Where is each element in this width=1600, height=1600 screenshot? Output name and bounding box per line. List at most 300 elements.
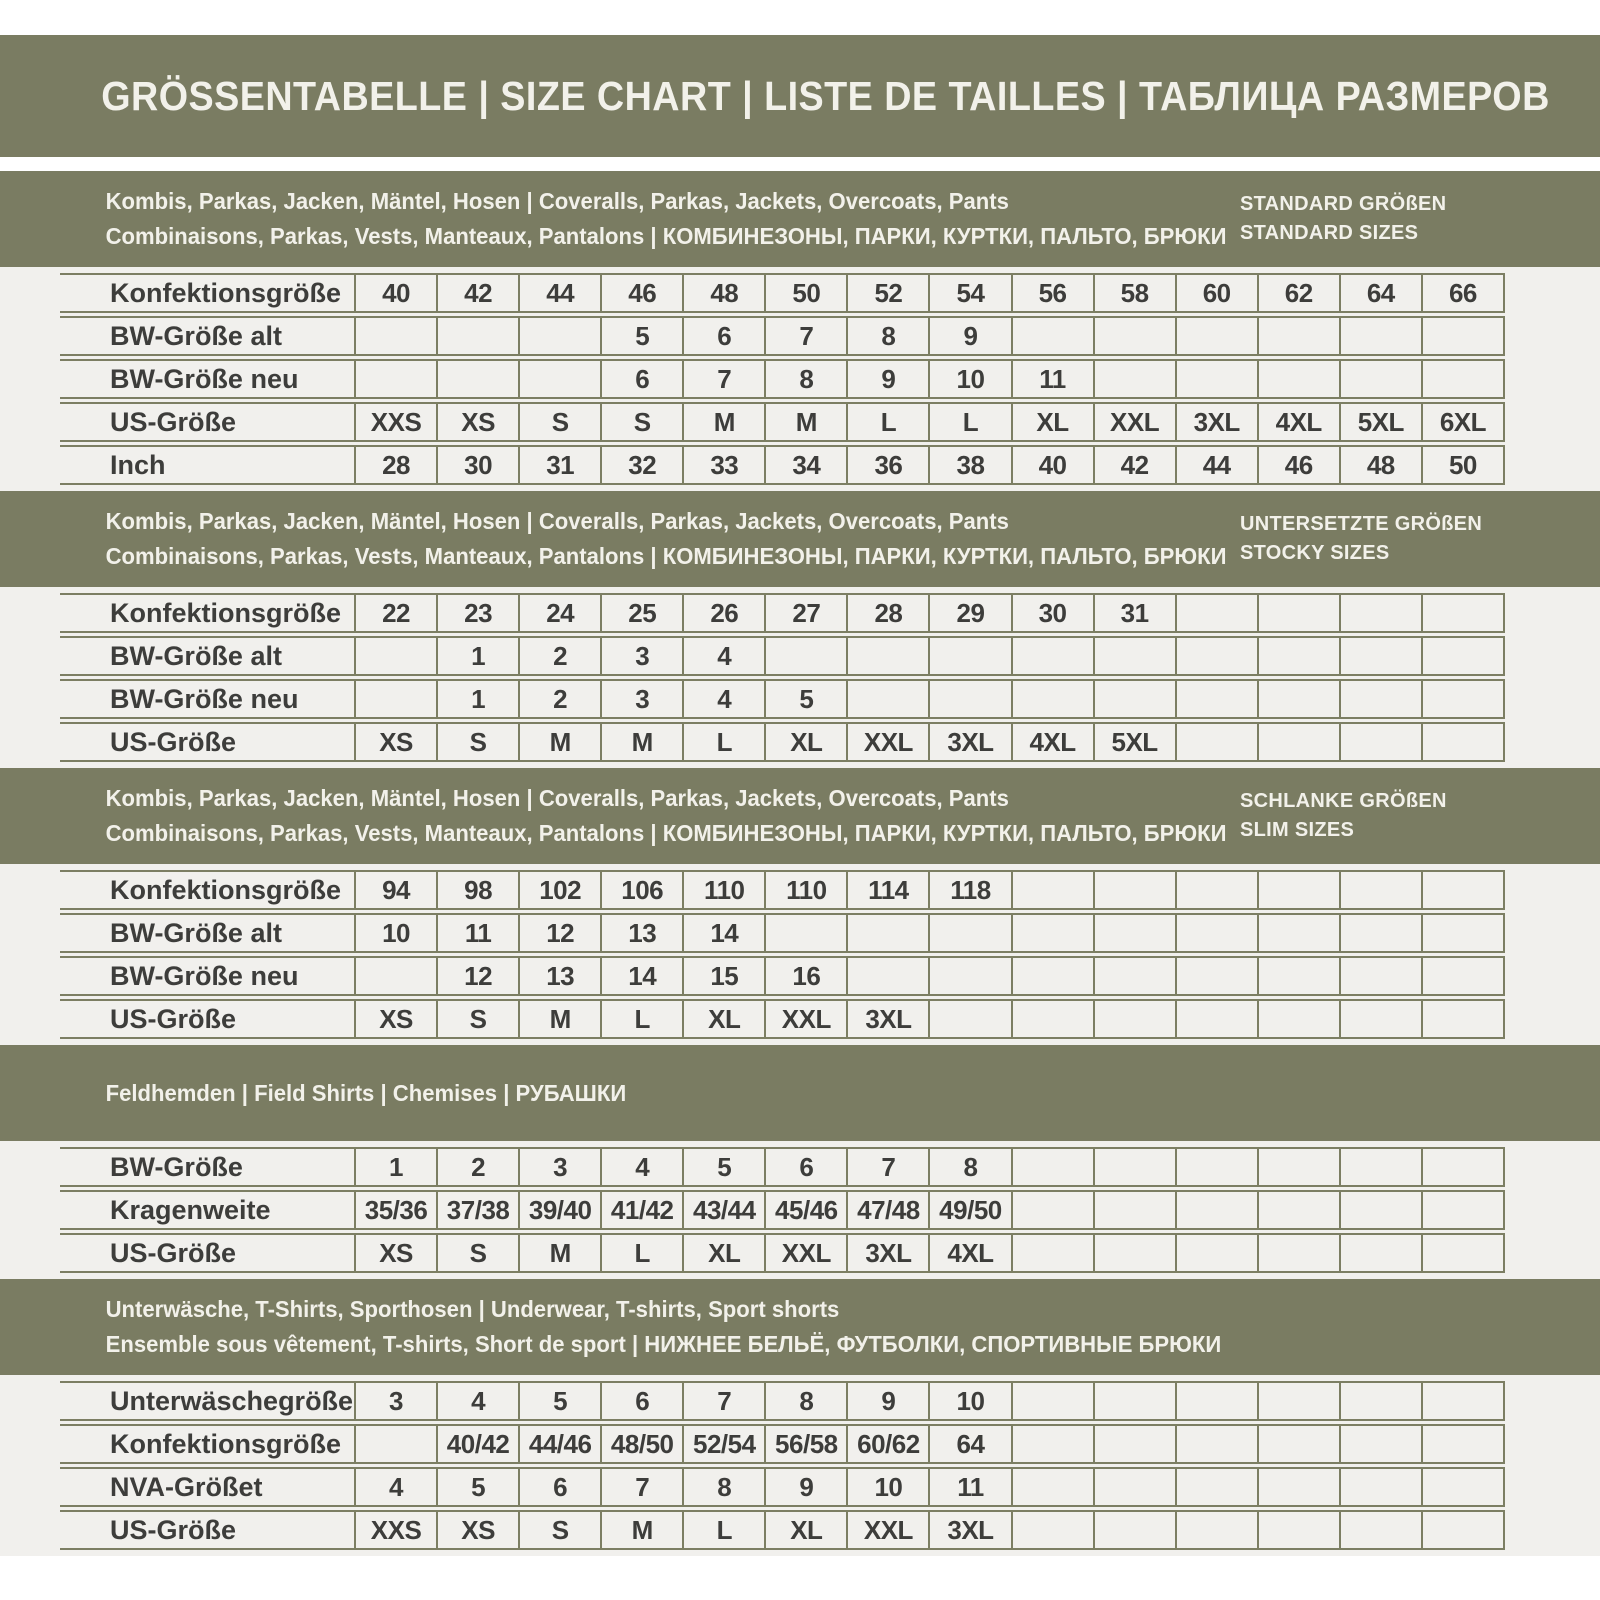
size-cell [1423, 1467, 1505, 1507]
size-cell [1423, 913, 1505, 953]
table-row [60, 1233, 1505, 1273]
section-header-band [0, 171, 1600, 267]
size-cell [1341, 1147, 1423, 1187]
size-cell [1259, 1510, 1341, 1550]
size-cell [1013, 999, 1095, 1039]
size-cell [1341, 679, 1423, 719]
size-cell: 42 [438, 273, 520, 313]
table-row [60, 1381, 1505, 1421]
size-cell: 4 [684, 679, 766, 719]
size-cell [1177, 593, 1259, 633]
size-cell [1177, 1467, 1259, 1507]
size-cell: 10 [930, 1381, 1012, 1421]
size-cell: 52/54 [684, 1424, 766, 1464]
size-cell: XS [438, 402, 520, 442]
size-cell: 4 [602, 1147, 684, 1187]
table-row [60, 999, 1505, 1039]
size-cell [1013, 1381, 1095, 1421]
size-cell: 30 [1013, 593, 1095, 633]
size-cell [1177, 1381, 1259, 1421]
row-label: Konfektionsgröße [60, 593, 356, 633]
size-cell [1259, 1233, 1341, 1273]
size-cell: 38 [930, 445, 1012, 485]
size-cell: 4 [684, 636, 766, 676]
table-row [60, 1424, 1505, 1464]
row-label: Konfektionsgröße [60, 870, 356, 910]
size-cell [1177, 636, 1259, 676]
table-row [60, 359, 1505, 399]
size-cell: S [520, 1510, 602, 1550]
section-header-right [1240, 190, 1446, 248]
size-cell: XXL [766, 1233, 848, 1273]
size-cell: 4 [356, 1467, 438, 1507]
size-cell: XS [356, 1233, 438, 1273]
row-label: BW-Größe neu [60, 956, 356, 996]
size-cell [1013, 1147, 1095, 1187]
size-cell: 47/48 [848, 1190, 930, 1230]
size-cell [1013, 1233, 1095, 1273]
section-header-line: Ensemble sous vêtement, T-shirts, Short de sport | НИЖНЕЕ БЕЛЬЁ, ФУТБОЛКИ, СПОРТИВНЫЕ БРЮКИ [105, 1331, 1222, 1357]
size-cell: 40/42 [438, 1424, 520, 1464]
size-cell [1259, 870, 1341, 910]
size-cell: 29 [930, 593, 1012, 633]
size-cell: L [930, 402, 1012, 442]
row-label: BW-Größe alt [60, 913, 356, 953]
size-cell: 24 [520, 593, 602, 633]
size-cell: XL [1013, 402, 1095, 442]
size-cell: 3XL [930, 722, 1012, 762]
row-label: BW-Größe alt [60, 636, 356, 676]
size-cell [1423, 956, 1505, 996]
section-header-right [1240, 787, 1447, 845]
size-cell [1423, 359, 1505, 399]
size-cell [1177, 359, 1259, 399]
size-cell [1013, 870, 1095, 910]
size-cell: 46 [1259, 445, 1341, 485]
size-cell: 54 [930, 273, 1012, 313]
size-cell [520, 359, 602, 399]
size-cell: 44 [520, 273, 602, 313]
size-cell: 11 [930, 1467, 1012, 1507]
table-row [60, 1510, 1505, 1550]
size-cell: 2 [438, 1147, 520, 1187]
size-cell [1259, 1381, 1341, 1421]
size-cell: 49/50 [930, 1190, 1012, 1230]
row-label: BW-Größe alt [60, 316, 356, 356]
size-cell: 4XL [1259, 402, 1341, 442]
size-cell: M [602, 1510, 684, 1550]
size-cell [1095, 316, 1177, 356]
row-label: BW-Größe neu [60, 679, 356, 719]
size-cell: 16 [766, 956, 848, 996]
size-cell [1341, 1381, 1423, 1421]
size-cell [1013, 1467, 1095, 1507]
section-header-line: Kombis, Parkas, Jacken, Mäntel, Hosen | Coveralls, Parkas, Jackets, Overcoats, Pants [105, 508, 1009, 534]
size-cell: 10 [930, 359, 1012, 399]
size-cell: 50 [766, 273, 848, 313]
section-header-left [0, 1292, 1600, 1362]
size-cell [930, 636, 1012, 676]
size-cell: 6 [602, 359, 684, 399]
size-cell: L [684, 1510, 766, 1550]
size-cell: 4 [438, 1381, 520, 1421]
size-cell [1423, 1233, 1505, 1273]
size-cell: 8 [684, 1467, 766, 1507]
size-cell: 5 [766, 679, 848, 719]
size-cell [1341, 999, 1423, 1039]
table-row [60, 273, 1505, 313]
size-table-wrap [0, 864, 1600, 1045]
page-title: GRÖSSENTABELLE | SIZE CHART | LISTE DE TAILLES | ТАБЛИЦА РАЗМЕРОВ [101, 72, 1550, 119]
section-header-line: Unterwäsche, T-Shirts, Sporthosen | Underwear, T-shirts, Sport shorts [105, 1296, 840, 1322]
size-cell [356, 679, 438, 719]
table-row [60, 870, 1505, 910]
size-cell: M [684, 402, 766, 442]
section-header-band [0, 768, 1600, 864]
size-cell: 45/46 [766, 1190, 848, 1230]
table-row [60, 316, 1505, 356]
size-cell: 27 [766, 593, 848, 633]
size-cell: XL [766, 722, 848, 762]
size-cell: 6 [520, 1467, 602, 1507]
size-cell: 14 [684, 913, 766, 953]
row-label: BW-Größe [60, 1147, 356, 1187]
size-cell: 5 [520, 1381, 602, 1421]
size-cell [1423, 636, 1505, 676]
size-cell [1095, 636, 1177, 676]
size-cell [1095, 956, 1177, 996]
size-table-wrap [0, 267, 1600, 491]
size-cell: 33 [684, 445, 766, 485]
size-cell: 8 [766, 1381, 848, 1421]
size-cell [1259, 679, 1341, 719]
size-cell: 28 [356, 445, 438, 485]
size-cell: 6 [602, 1381, 684, 1421]
size-cell: 110 [766, 870, 848, 910]
size-cell: 98 [438, 870, 520, 910]
size-cell [1177, 679, 1259, 719]
section-header-right-line: STANDARD GRÖßEN [1240, 193, 1447, 215]
size-cell [1259, 1190, 1341, 1230]
size-cell [356, 316, 438, 356]
size-cell [930, 913, 1012, 953]
size-table [60, 270, 1505, 488]
size-cell: 3 [520, 1147, 602, 1187]
size-cell: M [602, 722, 684, 762]
section-header-line: Feldhemden | Field Shirts | Chemises | РУБАШКИ [105, 1079, 627, 1106]
size-cell: 8 [848, 316, 930, 356]
size-table-wrap [0, 1375, 1600, 1556]
size-cell [1259, 999, 1341, 1039]
row-label: Kragenweite [60, 1190, 356, 1230]
sections-container [0, 171, 1600, 1556]
size-cell: 2 [520, 679, 602, 719]
size-table [60, 590, 1505, 765]
size-cell: 4XL [930, 1233, 1012, 1273]
size-cell: S [602, 402, 684, 442]
section-header-right-line: SCHLANKE GRÖßEN [1240, 790, 1447, 812]
size-cell: 36 [848, 445, 930, 485]
section-header-left [0, 1076, 652, 1111]
size-cell: 7 [848, 1147, 930, 1187]
size-cell: 40 [356, 273, 438, 313]
size-cell: 102 [520, 870, 602, 910]
size-cell [1177, 722, 1259, 762]
size-table-wrap [0, 1141, 1600, 1279]
size-cell: 30 [438, 445, 520, 485]
size-cell [438, 359, 520, 399]
size-cell: XXS [356, 1510, 438, 1550]
size-cell: XL [766, 1510, 848, 1550]
row-label: US-Größe [60, 999, 356, 1039]
size-cell: 37/38 [438, 1190, 520, 1230]
size-cell [1341, 722, 1423, 762]
row-label: US-Größe [60, 722, 356, 762]
size-cell: 3 [602, 679, 684, 719]
size-table-wrap [0, 587, 1600, 768]
size-cell [1341, 1510, 1423, 1550]
size-cell [520, 316, 602, 356]
size-cell: 1 [438, 679, 520, 719]
size-cell [766, 913, 848, 953]
size-cell [1095, 359, 1177, 399]
size-cell: 5 [438, 1467, 520, 1507]
size-cell [1095, 1381, 1177, 1421]
row-label: US-Größe [60, 402, 356, 442]
size-cell [1423, 1510, 1505, 1550]
size-cell: 3 [602, 636, 684, 676]
table-row [60, 679, 1505, 719]
size-cell [1423, 679, 1505, 719]
size-cell: 118 [930, 870, 1012, 910]
size-cell [1177, 1190, 1259, 1230]
size-cell: 28 [848, 593, 930, 633]
size-cell: XS [438, 1510, 520, 1550]
section-header-line: Combinaisons, Parkas, Vests, Manteaux, Pantalons | КОМБИНЕЗОНЫ, ПАРКИ, КУРТКИ, ПАЛЬТО, БРЮКИ [105, 820, 1227, 846]
size-cell [848, 913, 930, 953]
size-cell: XL [684, 999, 766, 1039]
size-cell: 23 [438, 593, 520, 633]
size-cell [1095, 1467, 1177, 1507]
size-cell [1095, 1233, 1177, 1273]
size-cell: XS [356, 999, 438, 1039]
size-cell: 48 [1341, 445, 1423, 485]
section-header-line: Kombis, Parkas, Jacken, Mäntel, Hosen | Coveralls, Parkas, Jackets, Overcoats, Pants [105, 785, 1009, 811]
size-cell: 31 [1095, 593, 1177, 633]
size-cell [930, 999, 1012, 1039]
size-cell: 8 [930, 1147, 1012, 1187]
size-cell: 9 [766, 1467, 848, 1507]
size-cell: XXL [848, 722, 930, 762]
size-cell [438, 316, 520, 356]
size-cell [1095, 999, 1177, 1039]
size-cell: 48 [684, 273, 766, 313]
size-cell [1095, 870, 1177, 910]
size-cell: 7 [766, 316, 848, 356]
size-table [60, 867, 1505, 1042]
row-label: Inch [60, 445, 356, 485]
size-cell [848, 636, 930, 676]
size-cell: M [520, 722, 602, 762]
row-label: US-Größe [60, 1510, 356, 1550]
section-header-right-line: SLIM SIZES [1240, 819, 1355, 841]
size-cell [1013, 679, 1095, 719]
size-cell: 42 [1095, 445, 1177, 485]
size-cell: 7 [602, 1467, 684, 1507]
size-cell [1341, 1233, 1423, 1273]
size-cell: S [438, 999, 520, 1039]
table-row [60, 1467, 1505, 1507]
size-cell [1177, 999, 1259, 1039]
size-cell [1259, 359, 1341, 399]
size-cell [930, 679, 1012, 719]
row-label: US-Größe [60, 1233, 356, 1273]
size-cell: 7 [684, 359, 766, 399]
size-cell: 110 [684, 870, 766, 910]
size-cell: 1 [356, 1147, 438, 1187]
size-cell [1259, 1467, 1341, 1507]
size-cell [1423, 1424, 1505, 1464]
size-cell: 5 [602, 316, 684, 356]
size-cell [1259, 593, 1341, 633]
size-cell: 10 [356, 913, 438, 953]
size-cell [930, 956, 1012, 996]
size-cell [1423, 593, 1505, 633]
size-cell: 62 [1259, 273, 1341, 313]
section-header-line: Combinaisons, Parkas, Vests, Manteaux, Pantalons | КОМБИНЕЗОНЫ, ПАРКИ, КУРТКИ, ПАЛЬТО, БРЮКИ [105, 543, 1227, 569]
size-cell [1095, 679, 1177, 719]
size-cell [1423, 316, 1505, 356]
size-cell [1259, 913, 1341, 953]
size-cell [1341, 870, 1423, 910]
section-header-right [1240, 510, 1482, 568]
size-cell [1013, 636, 1095, 676]
size-cell [356, 636, 438, 676]
row-label: Unterwäschegröße [60, 1381, 356, 1421]
size-cell: 8 [766, 359, 848, 399]
size-cell [848, 679, 930, 719]
size-cell: 11 [438, 913, 520, 953]
size-cell: M [520, 1233, 602, 1273]
size-cell [356, 359, 438, 399]
size-cell [848, 956, 930, 996]
size-cell [1259, 722, 1341, 762]
size-cell [1423, 1147, 1505, 1187]
size-cell [1095, 1190, 1177, 1230]
size-cell: 9 [848, 359, 930, 399]
size-cell [1259, 956, 1341, 996]
table-row [60, 402, 1505, 442]
size-cell: 6 [684, 316, 766, 356]
table-row [60, 722, 1505, 762]
size-cell: M [520, 999, 602, 1039]
size-cell [1177, 870, 1259, 910]
size-cell: XXL [848, 1510, 930, 1550]
size-cell: 12 [438, 956, 520, 996]
size-cell: 3XL [848, 1233, 930, 1273]
size-cell: 50 [1423, 445, 1505, 485]
size-cell [1177, 956, 1259, 996]
size-cell: 34 [766, 445, 848, 485]
size-cell [1259, 636, 1341, 676]
size-cell [1341, 593, 1423, 633]
size-cell: 56 [1013, 273, 1095, 313]
size-cell [1177, 1510, 1259, 1550]
size-cell: XL [684, 1233, 766, 1273]
size-cell: 9 [848, 1381, 930, 1421]
size-cell: 6 [766, 1147, 848, 1187]
size-cell [1177, 1233, 1259, 1273]
table-row [60, 956, 1505, 996]
size-cell: S [438, 1233, 520, 1273]
size-cell: S [438, 722, 520, 762]
size-cell: 94 [356, 870, 438, 910]
size-cell: 3XL [1177, 402, 1259, 442]
size-cell: L [684, 722, 766, 762]
table-row [60, 593, 1505, 633]
size-cell: 15 [684, 956, 766, 996]
size-cell: 32 [602, 445, 684, 485]
size-cell: 40 [1013, 445, 1095, 485]
size-cell: 9 [930, 316, 1012, 356]
size-cell: 35/36 [356, 1190, 438, 1230]
size-cell: 26 [684, 593, 766, 633]
row-label: Konfektionsgröße [60, 1424, 356, 1464]
table-row [60, 445, 1505, 485]
size-cell: 58 [1095, 273, 1177, 313]
size-cell [1259, 316, 1341, 356]
section-header-line: Kombis, Parkas, Jacken, Mäntel, Hosen | Coveralls, Parkas, Jackets, Overcoats, Pants [105, 188, 1009, 214]
size-cell: 60/62 [848, 1424, 930, 1464]
row-label: NVA-Größet [60, 1467, 356, 1507]
size-cell: 14 [602, 956, 684, 996]
size-cell: XS [356, 722, 438, 762]
row-label: Konfektionsgröße [60, 273, 356, 313]
size-cell [1013, 1510, 1095, 1550]
size-cell [1423, 722, 1505, 762]
size-cell: 52 [848, 273, 930, 313]
size-cell [1341, 913, 1423, 953]
size-cell: 44/46 [520, 1424, 602, 1464]
size-cell [1095, 1424, 1177, 1464]
size-cell [766, 636, 848, 676]
size-cell: XXL [766, 999, 848, 1039]
size-cell: 6XL [1423, 402, 1505, 442]
size-cell: L [848, 402, 930, 442]
size-cell [1177, 316, 1259, 356]
size-cell: 66 [1423, 273, 1505, 313]
section-header-right-line: STOCKY SIZES [1240, 542, 1390, 564]
size-cell: 44 [1177, 445, 1259, 485]
size-cell: 12 [520, 913, 602, 953]
section-header-line: Combinaisons, Parkas, Vests, Manteaux, Pantalons | КОМБИНЕЗОНЫ, ПАРКИ, КУРТКИ, ПАЛЬТО, БРЮКИ [105, 223, 1227, 249]
size-cell [1013, 1190, 1095, 1230]
size-cell: 41/42 [602, 1190, 684, 1230]
size-cell [1341, 316, 1423, 356]
size-cell [1341, 1424, 1423, 1464]
size-cell: 56/58 [766, 1424, 848, 1464]
size-cell [1013, 956, 1095, 996]
size-cell [1423, 870, 1505, 910]
size-cell: 43/44 [684, 1190, 766, 1230]
size-cell: 114 [848, 870, 930, 910]
size-cell: 46 [602, 273, 684, 313]
section-header-band [0, 1279, 1600, 1375]
size-cell [1423, 1381, 1505, 1421]
table-row [60, 913, 1505, 953]
table-row [60, 1190, 1505, 1230]
section-header-right-line: UNTERSETZTE GRÖßEN [1240, 513, 1483, 535]
